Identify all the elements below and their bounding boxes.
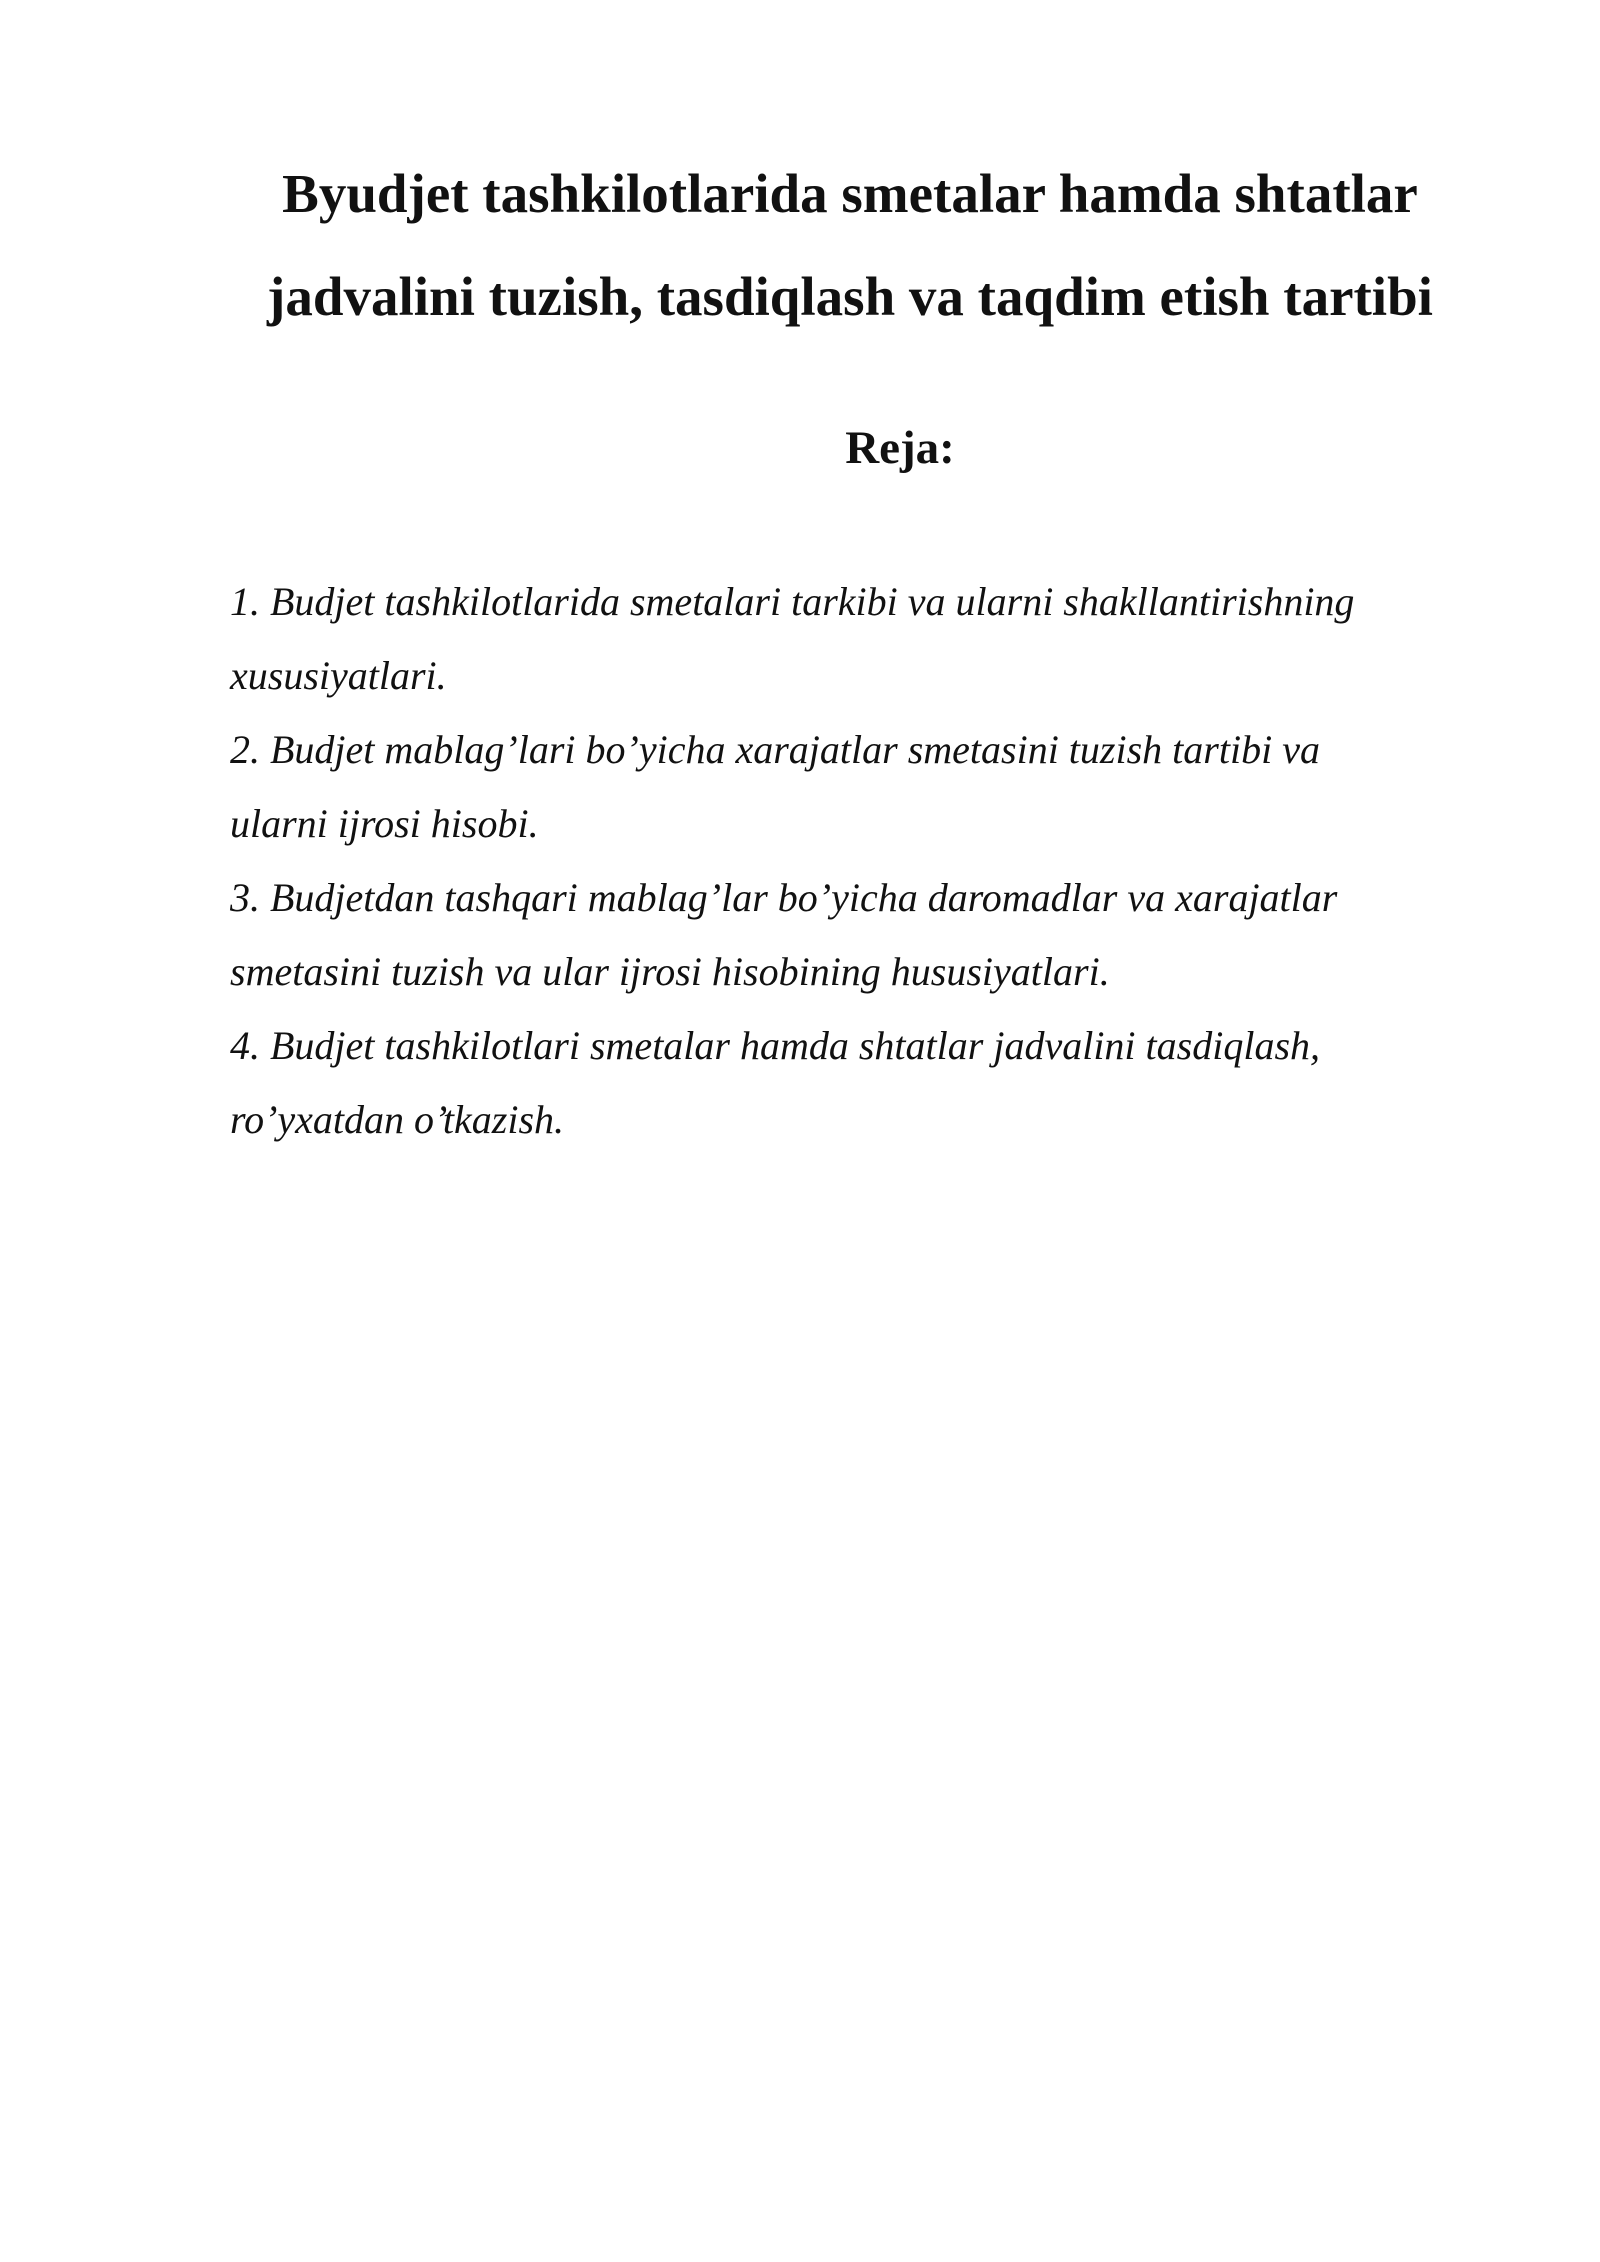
- plan-item-2: [230, 713, 1510, 861]
- plan-item-1: [230, 565, 1510, 713]
- plan-list: [230, 565, 1510, 1157]
- title-line-2: jadvalini tuzish, tasdiqlash va taqdim etish tartibi: [267, 266, 1433, 327]
- plan-heading: Reja:: [845, 422, 955, 474]
- plan-item-2-line-1: 2. Budjet mablag’lari bo’yicha xarajatlar smetasini tuzish tartibi va: [230, 727, 1320, 772]
- plan-item-4-line-2: ro’yxatdan o’tkazish.: [230, 1097, 565, 1142]
- plan-item-1-line-1: 1. Budjet tashkilotlarida smetalari tarkibi va ularni shakllantirishning: [230, 579, 1355, 624]
- title-line-1: Byudjet tashkilotlarida smetalar hamda shtatlar: [282, 163, 1418, 224]
- plan-item-1-line-2: xususiyatlari.: [230, 653, 447, 698]
- plan-item-3-line-2: smetasini tuzish va ular ijrosi hisobining hususiyatlari.: [230, 949, 1110, 994]
- plan-item-3-line-1: 3. Budjetdan tashqari mablag’lar bo’yicha daromadlar va xarajatlar: [230, 875, 1338, 920]
- document-title: [200, 142, 1500, 348]
- plan-item-3: [230, 861, 1510, 1009]
- plan-item-4-line-1: 4. Budjet tashkilotlari smetalar hamda shtatlar jadvalini tasdiqlash,: [230, 1023, 1321, 1068]
- plan-item-4: [230, 1009, 1510, 1157]
- plan-item-2-line-2: ularni ijrosi hisobi.: [230, 801, 539, 846]
